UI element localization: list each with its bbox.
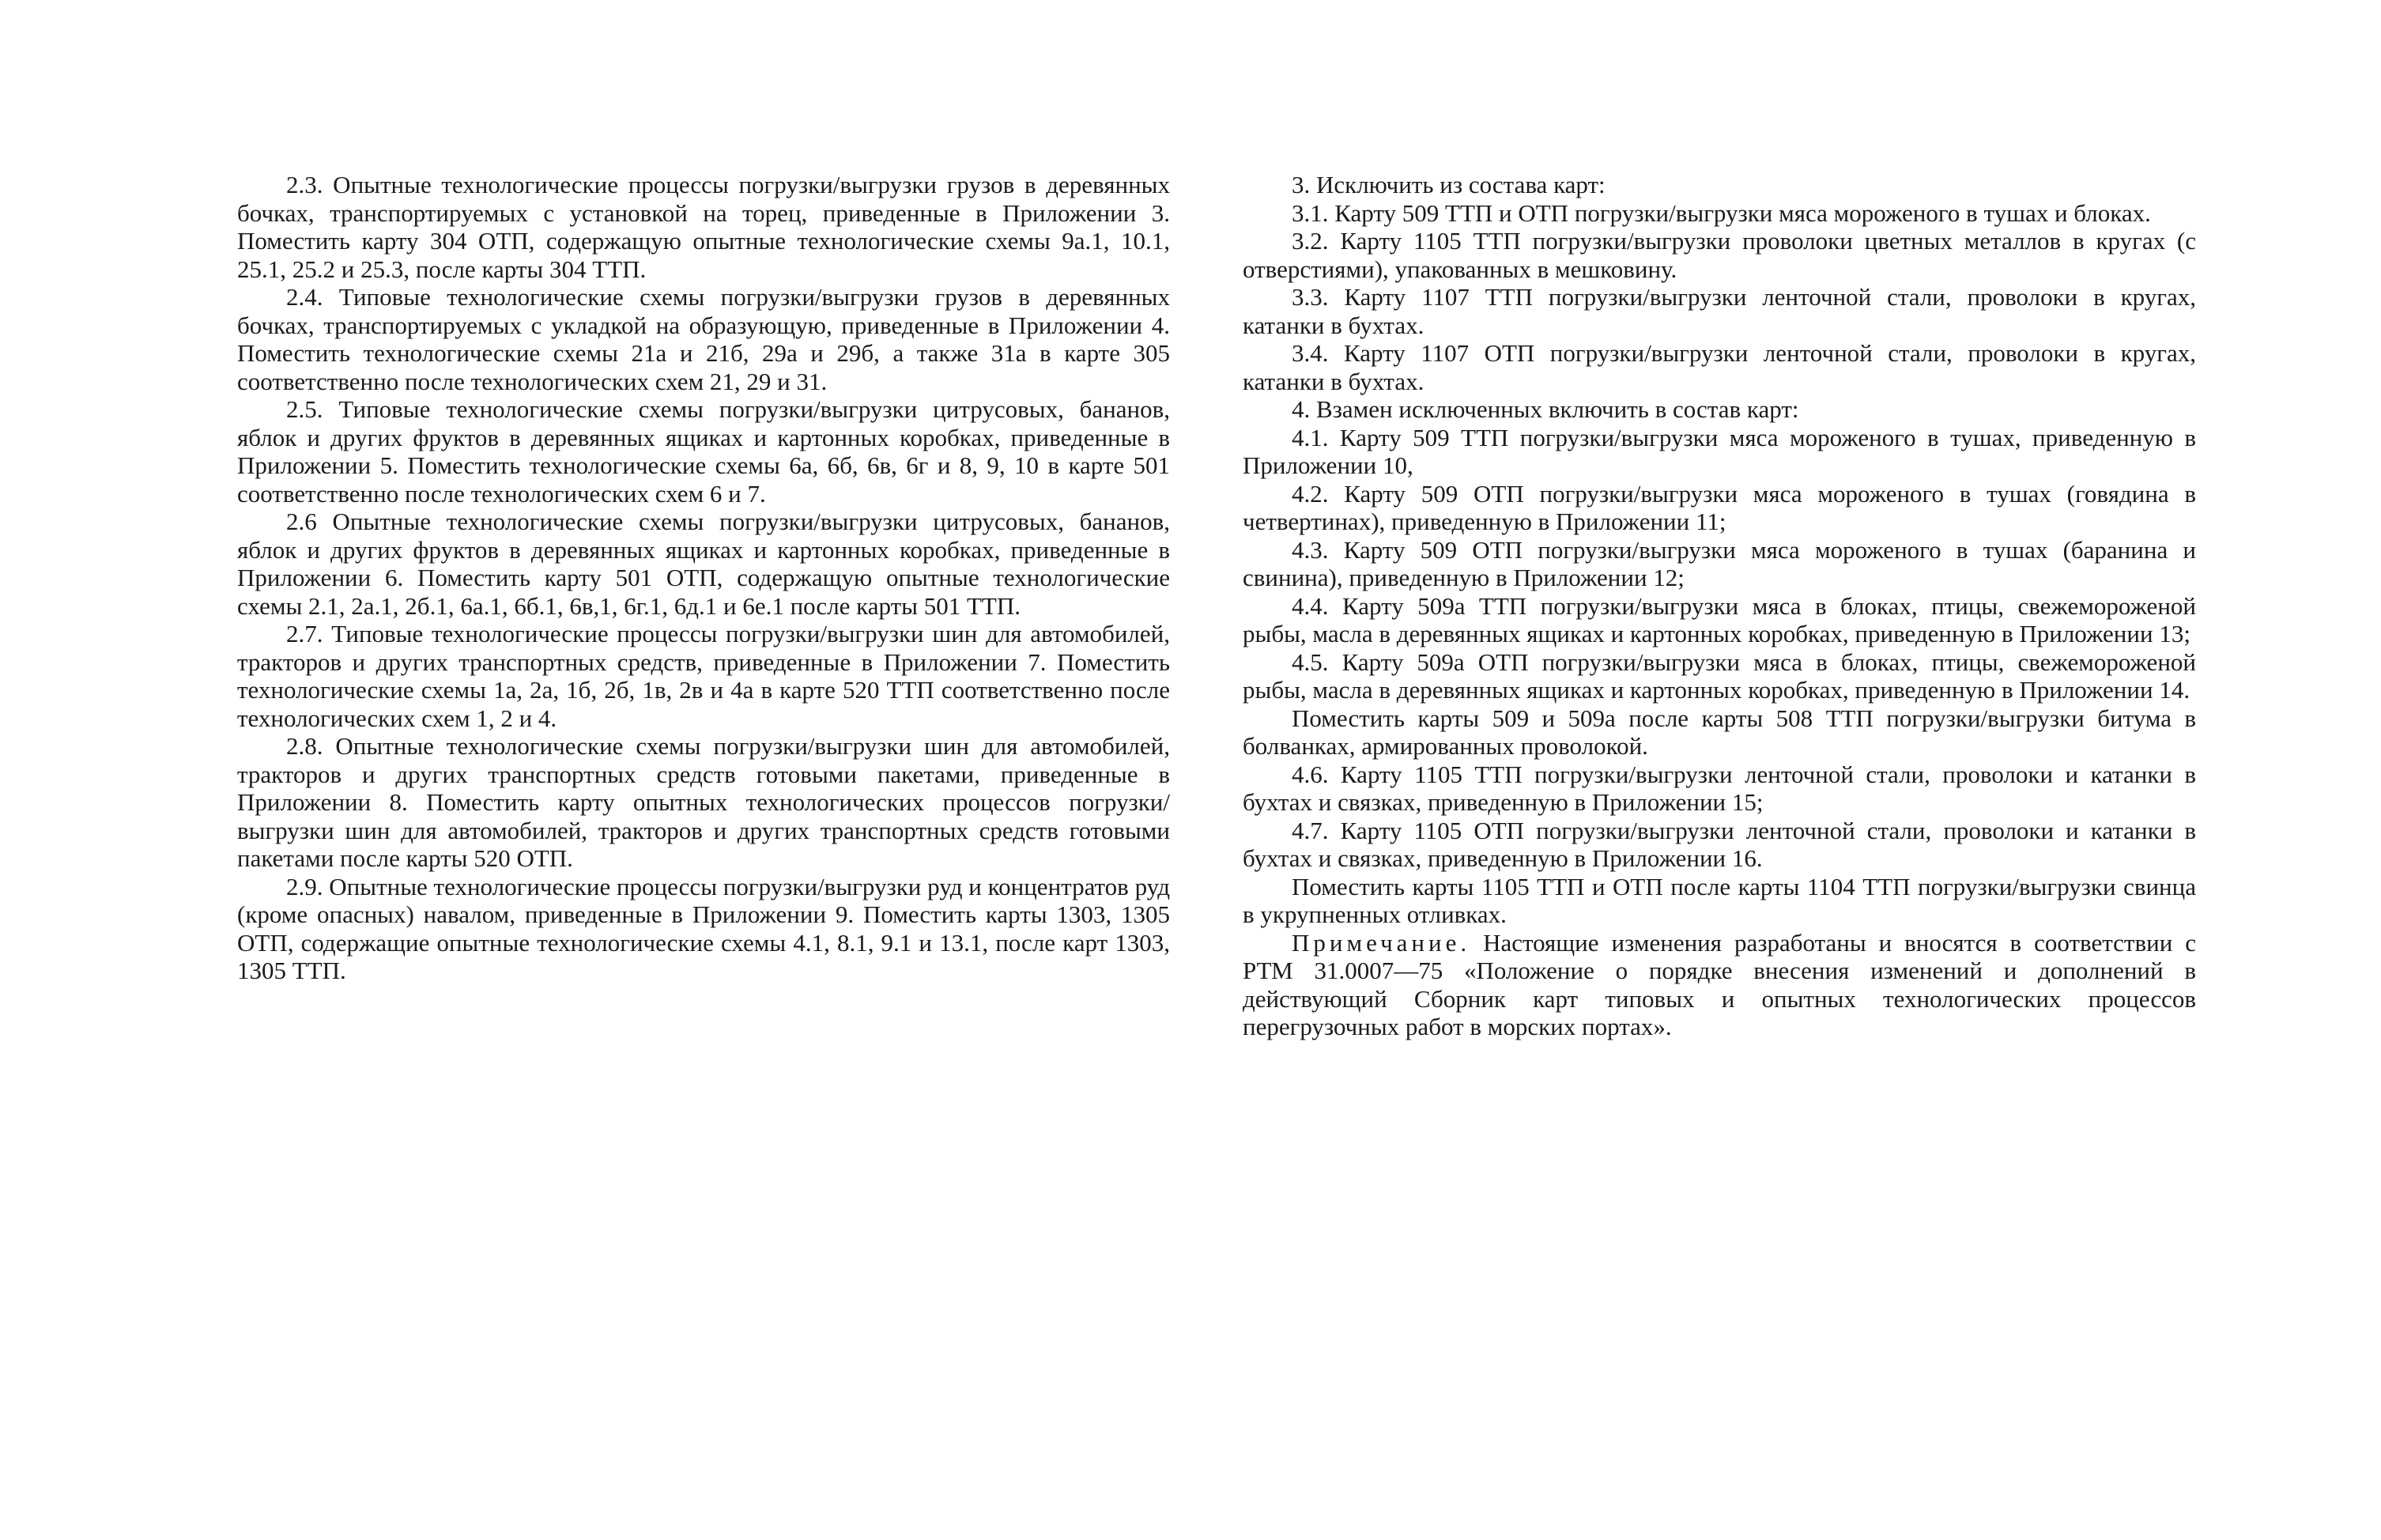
paragraph-2-8: 2.8. Опытные технологические схемы погрузки/выгрузки шин для автомобилей, тракторов и других транспортных средств готовыми пакетами, приведенные в Приложении 8. Поместить карту опытных технологических процессов погрузки/выгрузки шин для автомобилей, тракторов и других транспортных средств готовыми пакетами после карты 520 ОТП. bbox=[237, 732, 1170, 872]
paragraph-4-1: 4.1. Карту 509 ТТП погрузки/выгрузки мяса мороженого в тушах, приведенную в Приложении 10, bbox=[1243, 423, 2196, 479]
paragraph-place-509: Поместить карты 509 и 509а после карты 508 ТТП погрузки/выгрузки битума в болванках, армированных проволокой. bbox=[1243, 704, 2196, 760]
paragraph-2-5: 2.5. Типовые технологические схемы погрузки/выгрузки цитрусовых, бананов, яблок и других фруктов в деревянных ящиках и картонных коробках, приведенные в Приложении 5. Поместить технологические схемы 6а, 6б, 6в, 6г и 8, 9, 10 в карте 501 соответственно после технологических схем 6 и 7. bbox=[237, 395, 1170, 508]
paragraph-3-1: 3.1. Карту 509 ТТП и ОТП погрузки/выгрузки мяса мороженого в тушах и блоках. bbox=[1292, 198, 2151, 227]
note-text: Настоящие изменения разработаны и вносятся в соответствии с РТМ 31.0007—75 «Положение о порядке внесения изменений и дополнений в действующий Сборник карт типовых и опытных технологических процессов перегрузочных работ в морских портах». bbox=[1243, 928, 2197, 1040]
note-label: Примечание. bbox=[1292, 928, 1471, 957]
paragraph-4-5: 4.5. Карту 509а ОТП погрузки/выгрузки мяса в блоках, птицы, свежемороженой рыбы, масла в деревянных ящиках и картонных коробках, приведенную в Приложении 14. bbox=[1243, 647, 2196, 704]
left-text-column bbox=[237, 171, 1170, 985]
paragraph-3-4: 3.4. Карту 1107 ОТП погрузки/выгрузки ленточной стали, проволоки в кругах, катанки в бухтах. bbox=[1243, 339, 2196, 395]
paragraph-2-7: 2.7. Типовые технологические процессы погрузки/выгрузки шин для автомобилей, тракторов и других транспортных средств, приведенные в Приложении 7. Поместить технологические схемы 1а, 2а, 1б, 2б, 1в, 2в и 4а в карте 520 ТТП соответственно после технологических схем 1, 2 и 4. bbox=[237, 620, 1170, 732]
paragraph-4-3: 4.3. Карту 509 ОТП погрузки/выгрузки мяса мороженого в тушах (баранина и свинина), приведенную в Приложении 12; bbox=[1243, 535, 2196, 591]
paragraph-3-3: 3.3. Карту 1107 ТТП погрузки/выгрузки ленточной стали, проволоки в кругах, катанки в бухтах. bbox=[1243, 283, 2196, 339]
paragraph-2-4: 2.4. Типовые технологические схемы погрузки/выгрузки грузов в деревянных бочках, транспортируемых с укладкой на образующую, приведенные в Приложении 4. Поместить технологические схемы 21а и 21б, 29а и 29б, а также 31а в карте 305 соответственно после технологических схем 21, 29 и 31. bbox=[237, 283, 1170, 395]
paragraph-4-7: 4.7. Карту 1105 ОТП погрузки/выгрузки ленточной стали, проволоки и катанки в бухтах и связках, приведенную в Приложении 16. bbox=[1243, 816, 2196, 872]
paragraph-place-1105: Поместить карты 1105 ТТП и ОТП после карты 1104 ТТП погрузки/выгрузки свинца в укрупненных отливках. bbox=[1243, 872, 2196, 928]
paragraph-2-6: 2.6 Опытные технологические схемы погрузки/выгрузки цитрусовых, бананов, яблок и других фруктов в деревянных ящиках и картонных коробках, приведенные в Приложении 6. Поместить карту 501 ОТП, содержащую опытные технологические схемы 2.1, 2а.1, 2б.1, 6а.1, 6б.1, 6в,1, 6г.1, 6д.1 и 6е.1 после карты 501 ТТП. bbox=[237, 508, 1170, 620]
note-paragraph bbox=[1243, 929, 2196, 1041]
paragraph-3: 3. Исключить из состава карт: bbox=[1292, 171, 1606, 198]
paragraph-4-4: 4.4. Карту 509а ТТП погрузки/выгрузки мяса в блоках, птицы, свежемороженой рыбы, масла в деревянных ящиках и картонных коробках, приведенную в Приложении 13; bbox=[1243, 591, 2196, 647]
paragraph-2-9: 2.9. Опытные технологические процессы погрузки/выгрузки руд и концентратов руд (кроме опасных) навалом, приведенные в Приложении 9. Поместить карты 1303, 1305 ОТП, содержащие опытные технологические схемы 4.1, 8.1, 9.1 и 13.1, после карт 1303, 1305 ТТП. bbox=[237, 872, 1170, 984]
paragraph-4-2: 4.2. Карту 509 ОТП погрузки/выгрузки мяса мороженого в тушах (говядина в четвертинах), приведенную в Приложении 11; bbox=[1243, 479, 2196, 535]
paragraph-4-6: 4.6. Карту 1105 ТТП погрузки/выгрузки ленточной стали, проволоки и катанки в бухтах и связках, приведенную в Приложении 15; bbox=[1243, 760, 2196, 816]
paragraph-3-2: 3.2. Карту 1105 ТТП погрузки/выгрузки проволоки цветных металлов в кругах (с отверстиями), упакованных в мешковину. bbox=[1243, 227, 2196, 283]
right-text-column bbox=[1243, 171, 2196, 1041]
paragraph-4: 4. Взамен исключенных включить в состав карт: bbox=[1292, 395, 1799, 423]
paragraph-2-3: 2.3. Опытные технологические процессы погрузки/выгрузки грузов в деревянных бочках, транспортируемых с установкой на торец, приведенные в Приложении 3. Поместить карту 304 ОТП, содержащую опытные технологические схемы 9а.1, 10.1, 25.1, 25.2 и 25.3, после карты 304 ТТП. bbox=[237, 171, 1170, 283]
